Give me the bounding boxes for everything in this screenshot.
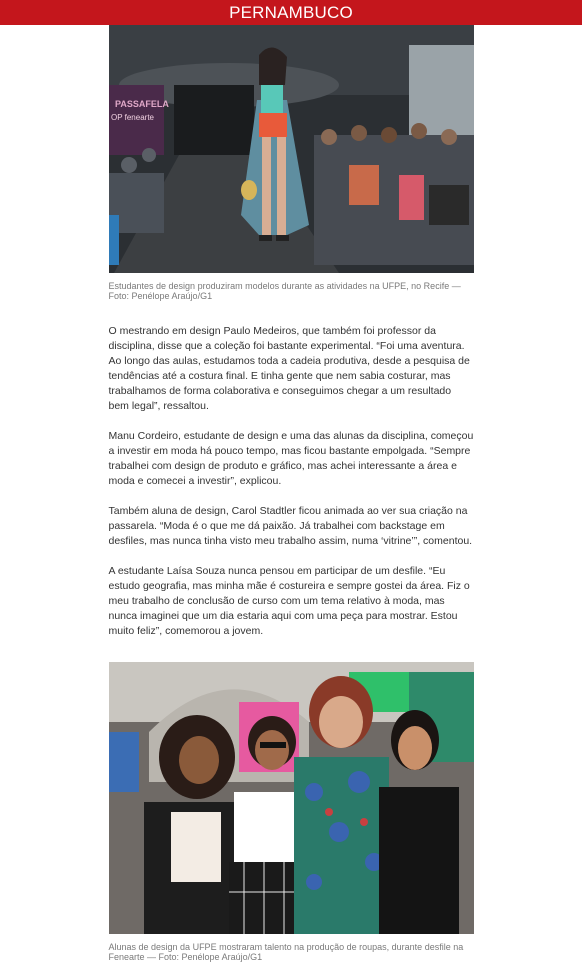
photo-figure-students <box>109 662 474 962</box>
photo-figure-runway <box>109 25 474 301</box>
sign-text-line2: OP fenearte <box>110 113 154 122</box>
students-photo <box>109 662 474 934</box>
article-paragraph: Também aluna de design, Carol Stadtler ficou animada ao ver sua criação na passarela. “Moda é o que me dá paixão. Já trabalhei com backstage em desfiles, mas nunca tinha visto meu trabalho assim, numa ‘vitrine’”, comentou. <box>108 505 473 547</box>
runway-photo <box>109 25 474 273</box>
section-title: PERNAMBUCO <box>229 2 353 22</box>
runway-photo-illustration <box>109 25 474 273</box>
article-paragraph: A estudante Laísa Souza nunca pensou em participar de um desfile. “Eu estudo geografia, mas minha mãe é costureira e sempre gostei da área. Fiz o meu trabalho de conclusão de curso com um tema relativo à moda, mas nunca imaginei que um dia estaria aqui com uma peça para mostrar. Estou muito feliz”, comemorou a jovem. <box>108 565 470 637</box>
students-photo-illustration <box>109 662 474 934</box>
photo-caption: Alunas de design da UFPE mostraram talento na produção de roupas, durante desfile na Fenearte — Foto: Penélope Araújo/G1 <box>108 942 464 962</box>
photo-caption: Estudantes de design produziram modelos durante as atividades na UFPE, no Recife — Foto: Penélope Araújo/G1 <box>108 281 461 301</box>
section-header <box>0 0 582 25</box>
article-paragraph: Manu Cordeiro, estudante de design e uma das alunas da disciplina, começou a investir em moda há pouco tempo, mas ficou bastante empolgada. “Sempre trabalhei com design de produto e gráfico, mas achei interessante a área e moda e comecei a investir”, explicou. <box>108 430 474 487</box>
article-body <box>109 25 474 962</box>
article-paragraph: O mestrando em design Paulo Medeiros, que também foi professor da disciplina, disse que a coleção foi bastante experimental. “Foi uma aventura. Ao longo das aulas, estudamos toda a cadeia produtiva, desde a pesquisa de tendências até a costura final. E tinha gente que nem sabia costurar, mas trabalhamos de forma colaborativa e conseguimos chegar a um resultado bem legal”, ressaltou. <box>108 325 470 412</box>
sign-text-line1: PASSAFELA <box>114 99 169 109</box>
